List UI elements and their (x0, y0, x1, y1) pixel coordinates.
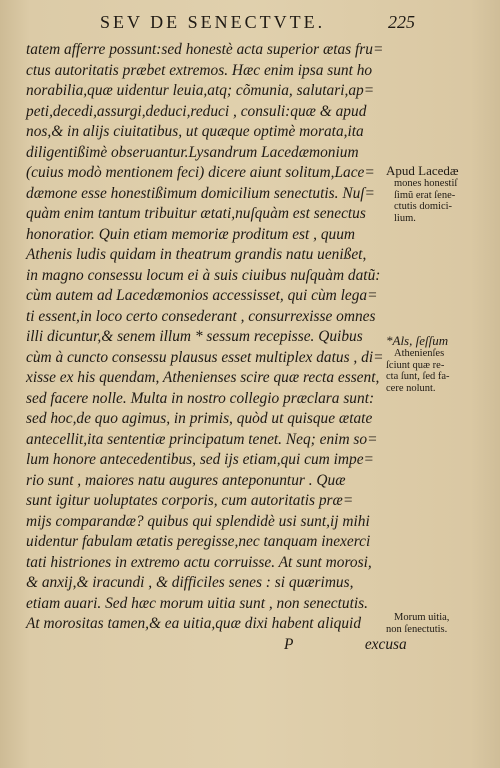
text-line: sed hoc,de quo agimus, in primis, quòd ut quisque ætate (26, 410, 373, 427)
text-line: illi dicuntur,& senem illum * sessum recepisse. Quibus (26, 328, 363, 345)
text-line: peti,decedi,assurgi,deduci,reduci , consuli:quæ & apud (26, 102, 367, 120)
text-line: quàm enim tantum tribuitur ætati,nuſquàm est senectus (26, 205, 366, 222)
margin-note-line: Apud Lacedæ (386, 163, 459, 178)
text-line: & anxij,& iracundi , & difficiles senes : si quærimus, (26, 574, 354, 591)
text-line: cùm à cuncto consessu plausus esset multiplex datus , di= (26, 348, 384, 366)
text-line: At morositas tamen,& ea uitia,quæ dixi habent aliquid (26, 615, 362, 632)
text-line: tatem afferre possunt:sed honestè acta superior ætas fru= (26, 41, 384, 58)
body-text (26, 40, 407, 655)
margin-note-variant: *Als, ſeſſum (386, 333, 449, 348)
text-line: lum honore antecedentibus, sed ijs etiam,qui cum impe= (26, 451, 374, 468)
text-line: tati histriones in extremo actu corruisse. At sunt morosi, (26, 553, 372, 571)
text-line: sunt igitur uoluptates corporis, cum autoritatis præ= (26, 492, 354, 509)
text-line: norabilia,quæ uidentur leuia,atq; cõmunia, salutari,ap= (26, 82, 375, 99)
running-title: SEV DE SENECTVTE. (100, 12, 326, 32)
margin-note-vices (386, 612, 496, 635)
text-line: antecellit,ita sententiæ principatum tenet. Neq; enim so= (26, 430, 378, 448)
margin-note-line: Athenienſes (394, 348, 445, 359)
text-line: nos,& in alijs ciuitatibus, ut quæque optimè morata,ita (26, 123, 364, 140)
text-line: uidentur fabulam ætatis peregisse,nec tanquam inexerci (26, 533, 371, 550)
margin-note-line: lium. (394, 212, 416, 224)
footer-line (26, 635, 407, 656)
text-line: honoratior. Quin etiam memoriæ proditum est , quum (26, 225, 356, 243)
text-line: etiam auari. Sed hæc morum uitia sunt , non senectutis. (26, 594, 368, 612)
running-head (100, 12, 460, 38)
text-line: diligentißimè obseruantur.Lysandrum Lacedæmonium (26, 143, 359, 161)
margin-note-athenians (386, 333, 496, 394)
margin-note-line: mones honestiſ (394, 178, 458, 189)
catchword: excusa (364, 635, 407, 653)
text-line: (cuius modò mentionem feci) dicere aiunt solitum,Lace= (26, 164, 375, 181)
text-line: dæmone esse honestißimum domicilium senectutis. Nuſ= (26, 184, 375, 202)
text-line: ti essent,in loco certo consederant , consurrexisse omnes (26, 307, 376, 325)
margin-note-line: ſciunt quæ re- (386, 359, 445, 371)
page-number: 225 (388, 12, 415, 32)
text-line: in magno consessu locum ei à suis ciuibus nuſquàm datũ: (26, 266, 381, 284)
margin-note-line: Morum uitia, (394, 612, 450, 623)
margin-note-lacedaemon (386, 163, 496, 224)
margin-note-line: non ſenectutis. (386, 623, 448, 635)
margin-note-line: cere nolunt. (386, 382, 436, 394)
text-line: xisse ex his quendam, Athenienses scire quæ recta essent, (26, 369, 380, 386)
text-line: ctus autoritatis præbet extremos. Hæc enim ipsa sunt ho (26, 61, 373, 79)
text-line: rio sunt , maiores natu augures anteponuntur . Quæ (26, 471, 346, 489)
margin-note-line: cta ſunt, ſed fa- (386, 371, 450, 382)
text-line: mijs comparandæ? quibus qui splendidè usi sunt,ij mihi (26, 512, 370, 530)
signature-mark: P (284, 635, 294, 653)
text-line: cùm autem ad Lacedæmonios accessisset, qui cùm lega= (26, 287, 378, 304)
margin-note-line: ctutis domici- (394, 201, 453, 212)
margin-note-line: ſimũ erat ſene- (394, 189, 456, 201)
text-line: Athenis ludis quidam in theatrum grandis natu uenißet, (26, 246, 367, 263)
text-line: sed facere nolle. Multa in nostro collegio præclara sunt: (26, 389, 375, 407)
